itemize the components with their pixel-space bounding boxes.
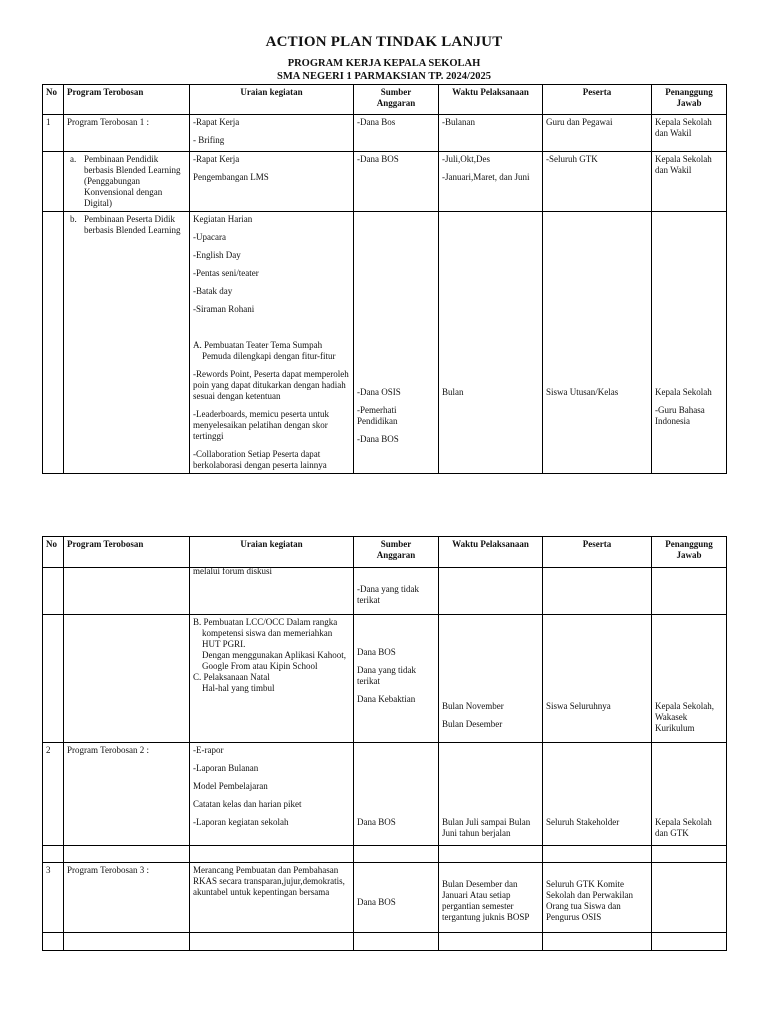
cell-pj: Kepala Sekolah, Wakasek Kurikulum bbox=[652, 615, 727, 743]
col-header-uraian: Uraian kegiatan bbox=[190, 85, 354, 115]
cell-waktu: -Bulanan bbox=[439, 115, 543, 152]
cell-program: Program Terobosan 1 : bbox=[64, 115, 190, 152]
table-row bbox=[43, 933, 727, 951]
cell-sumber: -Dana OSIS -Pemerhati Pendidikan -Dana BOS bbox=[354, 212, 439, 474]
cell-pj: Kepala Sekolah dan GTK bbox=[652, 743, 727, 846]
cell-program: b. Pembinaan Peserta Didik berbasis Blended Learning bbox=[64, 212, 190, 474]
cell-uraian: Merancang Pembuatan dan Pembahasan RKAS secara transparan,jujur,demokratis, akuntabel untuk kepentingan bersama bbox=[190, 863, 354, 933]
col-header-pj: Penanggung Jawab bbox=[652, 537, 727, 568]
table-row bbox=[43, 615, 727, 743]
document-subtitle: PROGRAM KERJA KEPALA SEKOLAH bbox=[287, 58, 481, 69]
cell-waktu: Bulan bbox=[439, 212, 543, 474]
cell-peserta: Siswa Utusan/Kelas bbox=[543, 212, 652, 474]
cell-program: a. Pembinaan Pendidik berbasis Blended Learning (Penggabungan Konvensional dengan Digital) bbox=[64, 152, 190, 212]
col-header-pj: Penanggung Jawab bbox=[652, 85, 727, 115]
table-row bbox=[43, 152, 727, 212]
col-header-peserta: Peserta bbox=[543, 85, 652, 115]
table-row bbox=[43, 863, 727, 933]
table-row bbox=[43, 212, 727, 474]
cell-program bbox=[64, 615, 190, 743]
cell-pj bbox=[652, 863, 727, 933]
cell-sumber: -Dana Bos bbox=[354, 115, 439, 152]
cell-no: 2 bbox=[43, 743, 64, 846]
cell-uraian: -E-rapor -Laporan Bulanan Model Pembelajaran Catatan kelas dan harian piket -Laporan kegiatan sekolah bbox=[190, 743, 354, 846]
table-row bbox=[43, 743, 727, 846]
cell-program: Program Terobosan 2 : bbox=[64, 743, 190, 846]
cell-uraian: B. Pembuatan LCC/OCC Dalam rangka kompetensi siswa dan memeriahkan HUT PGRI. Dengan menggunakan Aplikasi Kahoot, Google From atau Kipin School C. Pelaksanaan Natal Hal-hal yang timbul bbox=[190, 615, 354, 743]
col-header-uraian: Uraian kegiatan bbox=[190, 537, 354, 568]
cell-sumber: Dana BOS bbox=[354, 863, 439, 933]
cell-no bbox=[43, 212, 64, 474]
col-header-no: No bbox=[43, 537, 64, 568]
table-row bbox=[43, 568, 727, 615]
cell-uraian: melalui forum diskusi bbox=[190, 568, 354, 615]
cell-program bbox=[64, 568, 190, 615]
cell-peserta: Seluruh Stakeholder bbox=[543, 743, 652, 846]
cell-sumber: -Dana BOS bbox=[354, 152, 439, 212]
document-school-year: SMA NEGERI 1 PARMAKSIAN TP. 2024/2025 bbox=[277, 71, 491, 82]
cell-peserta: -Seluruh GTK bbox=[543, 152, 652, 212]
table-header-row bbox=[43, 537, 727, 568]
col-header-waktu: Waktu Pelaksanaan bbox=[439, 537, 543, 568]
cell-peserta: Seluruh GTK Komite Sekolah dan Perwakilan Orang tua Siswa dan Pengurus OSIS bbox=[543, 863, 652, 933]
col-header-peserta: Peserta bbox=[543, 537, 652, 568]
cell-waktu: Bulan November Bulan Desember bbox=[439, 615, 543, 743]
col-header-sumber: Sumber Anggaran bbox=[354, 85, 439, 115]
cell-uraian: -Rapat Kerja - Brifing bbox=[190, 115, 354, 152]
cell-no bbox=[43, 615, 64, 743]
cell-no bbox=[43, 152, 64, 212]
action-plan-table-2 bbox=[42, 536, 727, 951]
cell-no: 1 bbox=[43, 115, 64, 152]
cell-pj: Kepala Sekolah -Guru Bahasa Indonesia bbox=[652, 212, 727, 474]
action-plan-table-1 bbox=[42, 84, 727, 474]
cell-pj: Kepala Sekolah dan Wakil bbox=[652, 115, 727, 152]
table-header-row bbox=[43, 85, 727, 115]
col-header-sumber: Sumber Anggaran bbox=[354, 537, 439, 568]
cell-waktu: Bulan Juli sampai Bulan Juni tahun berjalan bbox=[439, 743, 543, 846]
cell-pj: Kepala Sekolah dan Wakil bbox=[652, 152, 727, 212]
col-header-program: Program Terobosan bbox=[64, 537, 190, 568]
cell-waktu: -Juli,Okt,Des -Januari,Maret, dan Juni bbox=[439, 152, 543, 212]
cell-waktu: Bulan Desember dan Januari Atau setiap pergantian semester tergantung juknis BOSP bbox=[439, 863, 543, 933]
cell-no: 3 bbox=[43, 863, 64, 933]
cell-peserta: Siswa Seluruhnya bbox=[543, 615, 652, 743]
col-header-no: No bbox=[43, 85, 64, 115]
cell-no bbox=[43, 568, 64, 615]
cell-sumber: -Dana yang tidak terikat bbox=[354, 568, 439, 615]
col-header-program: Program Terobosan bbox=[64, 85, 190, 115]
document-title: ACTION PLAN TINDAK LANJUT bbox=[265, 34, 503, 50]
table-row bbox=[43, 115, 727, 152]
cell-peserta bbox=[543, 568, 652, 615]
cell-uraian: -Rapat Kerja Pengembangan LMS bbox=[190, 152, 354, 212]
cell-sumber: Dana BOS bbox=[354, 743, 439, 846]
cell-peserta: Guru dan Pegawai bbox=[543, 115, 652, 152]
cell-pj bbox=[652, 568, 727, 615]
cell-uraian: Kegiatan Harian -Upacara -English Day -Pentas seni/teater -Batak day -Siraman Rohani A. Pembuatan Teater Tema Sumpah Pemuda dilengkapi dengan fitur-fitur -Rewords Point, Peserta dapat memperoleh poin yang dapat ditukarkan dengan hadiah sesuai dengan ketentuan -Leaderboards, memicu peserta untuk menyelesaikan pelatihan dengan skor tertinggi -Collaboration Setiap Peserta dapat berkolaborasi dengan peserta lainnya bbox=[190, 212, 354, 474]
col-header-waktu: Waktu Pelaksanaan bbox=[439, 85, 543, 115]
cell-waktu bbox=[439, 568, 543, 615]
table-row bbox=[43, 846, 727, 863]
cell-program: Program Terobosan 3 : bbox=[64, 863, 190, 933]
cell-sumber: Dana BOS Dana yang tidak terikat Dana Kebaktian bbox=[354, 615, 439, 743]
